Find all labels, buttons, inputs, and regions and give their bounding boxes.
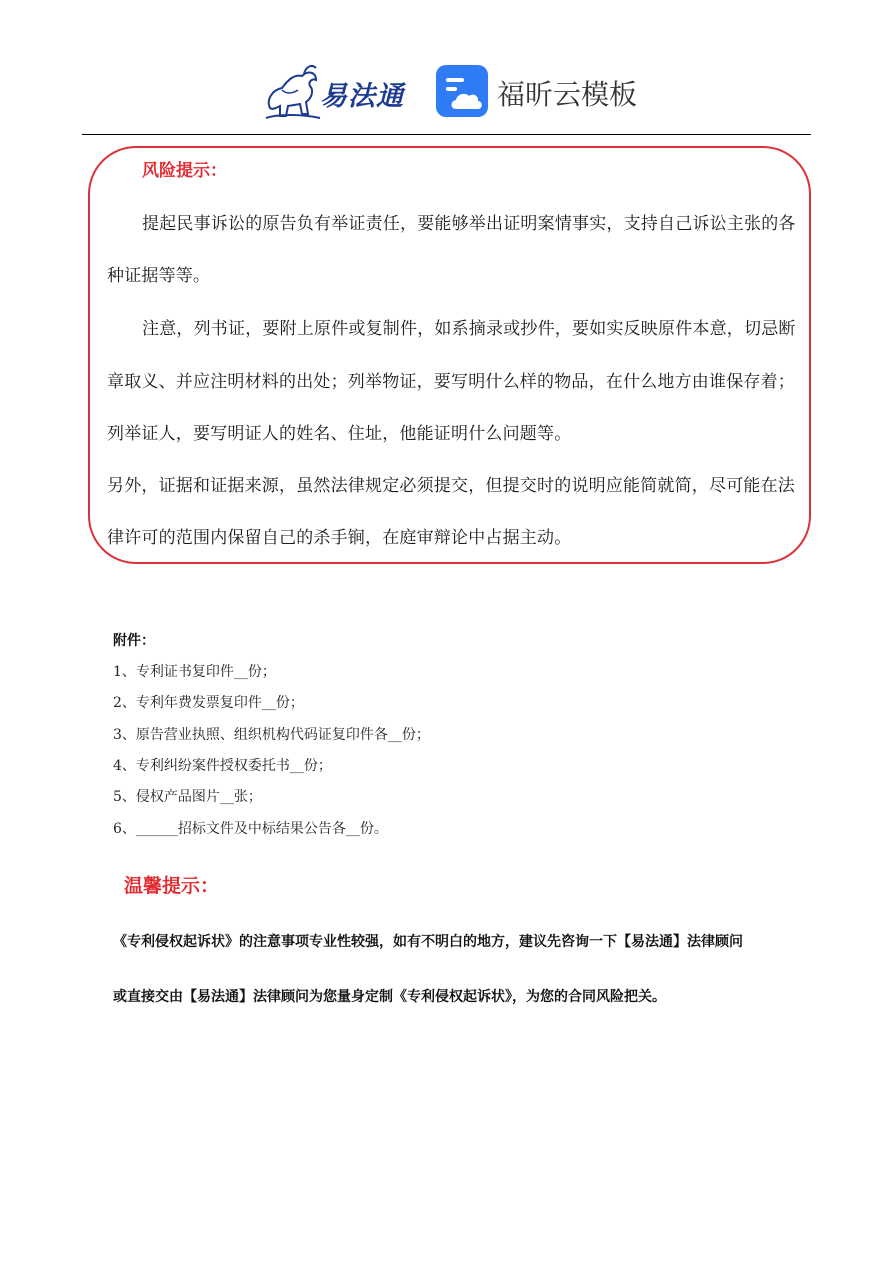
page-header [0,56,893,126]
risk-paragraph-line: 律许可的范围内保留自己的杀手锏，在庭审辩论中占据主动。 [107,528,572,548]
warm-tip-title: 温馨提示： [124,875,220,897]
risk-paragraph-line: 另外，证据和证据来源，虽然法律规定必须提交，但提交时的说明应能简就简，尽可能在法 [107,476,795,496]
risk-paragraph-line: 种证据等等。 [107,266,211,286]
attachment-item: 1、专利证书复印件__份； [113,664,276,680]
risk-paragraph-line: 列举证人，要写明证人的姓名、住址，他能证明什么问题等。 [107,424,572,444]
qilin-mascot-icon [262,60,322,122]
foxit-template-logo-text: 福昕云模板 [497,78,638,111]
foxit-cloud-icon [436,65,488,117]
attachment-item: 3、原告营业执照、组织机构代码证复印件各__份； [113,727,430,743]
attachment-item: 4、专利纠纷案件授权委托书__份； [113,758,332,774]
attachments-title: 附件： [113,633,155,649]
yifatong-logo-text: 易法通 [320,81,404,112]
attachment-item: 5、侵权产品图片__张； [113,789,262,805]
attachment-item: 6、______招标文件及中标结果公告各__份。 [113,821,388,837]
header-divider [82,134,811,135]
risk-paragraph-line: 注意，列书证，要附上原件或复制件，如系摘录或抄件，要如实反映原件本意，切忌断 [142,319,796,339]
risk-paragraph-line: 章取义、并应注明材料的出处；列举物证，要写明什么样的物品，在什么地方由谁保存着； [107,372,795,392]
attachment-item: 2、专利年费发票复印件__份； [113,695,304,711]
warm-tip-line: 或直接交由【易法通】法律顾问为您量身定制《专利侵权起诉状》，为您的合同风险把关。 [113,989,666,1005]
risk-paragraph-line: 提起民事诉讼的原告负有举证责任，要能够举出证明案情事实，支持自己诉讼主张的各 [142,214,796,234]
yifatong-logo [262,60,412,122]
risk-notice-title: 风险提示： [142,161,227,181]
warm-tip-line: 《专利侵权起诉状》的注意事项专业性较强，如有不明白的地方，建议先咨询一下【易法通】法律顾问 [113,934,743,950]
